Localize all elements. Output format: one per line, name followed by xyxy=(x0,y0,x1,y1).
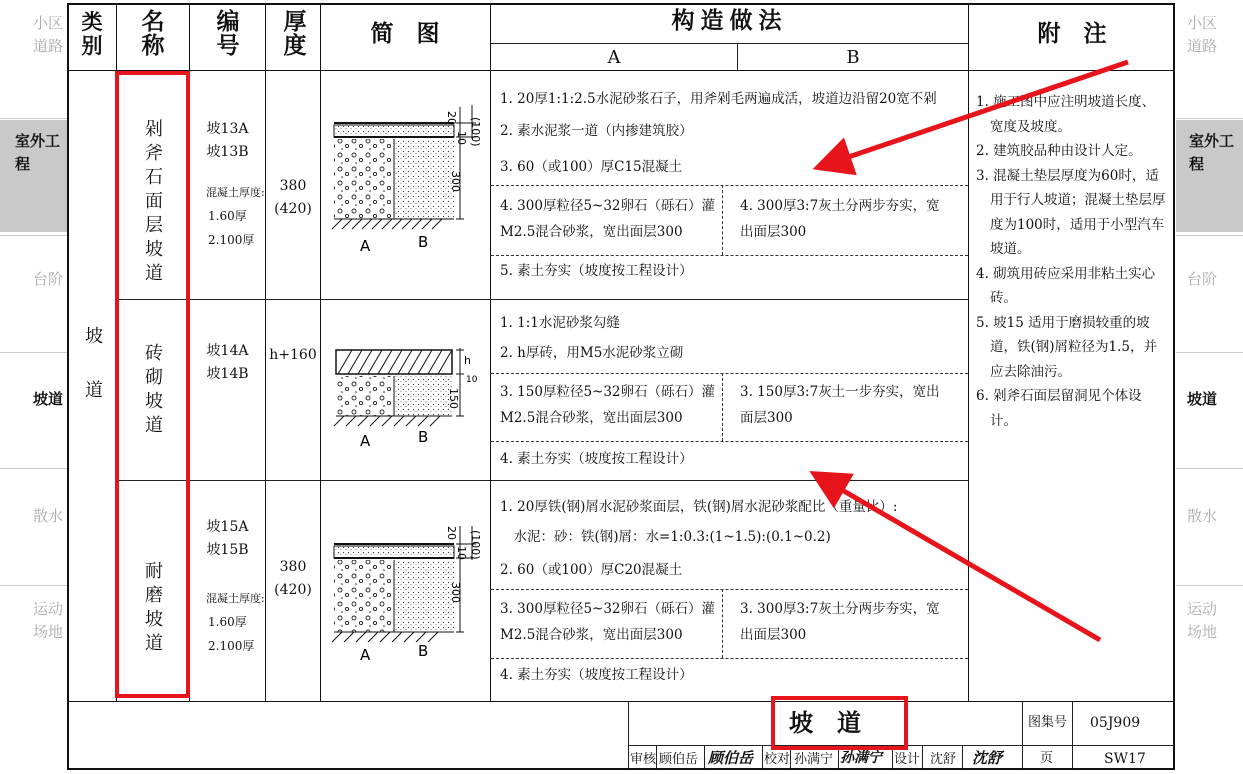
side-nav-item-current[interactable]: 坡道 xyxy=(1186,390,1217,408)
dim-label: 20 xyxy=(445,526,458,540)
dim-label: 150 xyxy=(447,388,460,409)
row3-step-b: 3. 300厚3:7灰土分两步夯实，宽 出面层300 xyxy=(740,601,940,643)
row2-thickness: h+160 xyxy=(269,347,317,363)
row2-step-bottom: 4. 素土夯实（坡度按工程设计） xyxy=(500,451,693,467)
page-label: 页 xyxy=(1040,751,1054,766)
header-method-b: B xyxy=(846,47,860,68)
note-item: 1. 施工图中应注明坡道长度、宽度及坡度。 xyxy=(976,94,1156,135)
checker: 孙满宁 xyxy=(794,752,834,767)
row2-step: 1. 1:1水泥砂浆勾缝 xyxy=(500,315,620,331)
dim-label: (100) xyxy=(469,117,482,147)
arrow-upper xyxy=(822,62,1128,166)
page-value: SW17 xyxy=(1104,751,1146,767)
row2-name: 砖砌坡道 xyxy=(145,343,163,436)
row3-step: 2. 60（或100）厚C20混凝土 xyxy=(500,562,683,578)
row3-concrete-options: 1.60厚 2.100厚 xyxy=(208,615,255,653)
label-b: B xyxy=(418,428,429,446)
dim-label: (100) xyxy=(469,530,482,560)
note-item: 2. 建筑胶品种由设计人定。 xyxy=(976,143,1142,159)
side-nav-item[interactable]: 台阶 xyxy=(1186,270,1217,288)
dim-label: 20 xyxy=(445,111,458,125)
note-item: 6. 剁斧石面层留洞见个体设计。 xyxy=(976,388,1142,429)
note-item: 4. 砌筑用砖应采用非粘土实心砖。 xyxy=(976,265,1156,306)
row1-step: 3. 60（或100）厚C15混凝土 xyxy=(500,159,683,175)
header-code: 编号 xyxy=(216,8,240,59)
header-name: 名称 xyxy=(141,8,165,59)
header-thickness: 厚度 xyxy=(283,8,307,59)
reviewer: 顾伯岳 xyxy=(659,752,699,767)
row2-step-a: 3. 150厚粒径5~32卵石（砾石）灌 M2.5混合砂浆，宽出面层300 xyxy=(500,384,716,426)
side-nav-item[interactable]: 小区道路 xyxy=(32,14,63,55)
row2-step: 2. h厚砖，用M5水泥砂浆立砌 xyxy=(500,345,684,361)
label-b: B xyxy=(418,233,429,251)
side-nav-item[interactable]: 小区道路 xyxy=(1186,14,1217,55)
note-item: 5. 坡15 适用于磨损较重的坡道，铁(钢)屑粒径为1.5，并应去除油污。 xyxy=(976,314,1158,380)
side-nav-item[interactable]: 台阶 xyxy=(32,270,63,288)
category-value: 坡 道 xyxy=(82,326,103,398)
side-nav-item-active-band[interactable]: 室外工程 xyxy=(0,120,67,232)
header-method-a: A xyxy=(607,47,621,68)
side-nav-item-active-band[interactable]: 室外工程 xyxy=(1176,120,1243,232)
dim-label: h xyxy=(464,354,471,367)
side-nav-item[interactable]: 运动场地 xyxy=(1186,600,1217,641)
header-notes: 附 注 xyxy=(1037,20,1107,47)
row3-concrete-label: 混凝土厚度: xyxy=(206,592,265,605)
side-nav-item[interactable]: 运动场地 xyxy=(32,600,63,641)
row2-codes: 坡14A 坡14B xyxy=(206,343,249,382)
row1-step: 1. 20厚1:1:2.5水泥砂浆石子，用斧剁毛两遍成活，坡道边沿留20宽不剁 xyxy=(500,91,937,107)
row1-step: 2. 素水泥浆一道（内掺建筑胶） xyxy=(500,123,693,139)
header-method: 构造做法 xyxy=(671,7,788,34)
reviewer-signature: 顾伯岳 xyxy=(708,749,754,767)
dim-label: 300 xyxy=(449,171,462,192)
label-b: B xyxy=(418,642,429,660)
label-a: A xyxy=(360,432,371,450)
row1-concrete-label: 混凝土厚度: xyxy=(206,186,265,199)
designer: 沈舒 xyxy=(930,752,957,767)
atlas-label: 图集号 xyxy=(1028,715,1068,730)
row3-name: 耐磨坡道 xyxy=(145,561,163,654)
label-a: A xyxy=(360,237,371,255)
label-a: A xyxy=(360,646,371,664)
footer-title: 坡 道 xyxy=(789,708,861,737)
row3-step-bottom: 4. 素土夯实（坡度按工程设计） xyxy=(500,667,693,683)
row3-step-a: 3. 300厚粒径5~32卵石（砾石）灌 M2.5混合砂浆，宽出面层300 xyxy=(500,601,716,643)
side-nav-item[interactable]: 散水 xyxy=(32,507,63,525)
row1-step-bottom: 5. 素土夯实（坡度按工程设计） xyxy=(500,263,693,279)
row3-step: 1. 20厚铁(钢)屑水泥砂浆面层，铁(钢)屑水泥砂浆配比（重量比）: xyxy=(500,499,898,515)
designer-signature: 沈舒 xyxy=(972,749,1003,767)
arrow-lower xyxy=(818,476,1100,640)
row1-step-a: 4. 300厚粒径5~32卵石（砾石）灌 M2.5混合砂浆，宽出面层300 xyxy=(500,198,716,240)
atlas-value: 05J909 xyxy=(1090,715,1141,731)
row3-codes: 坡15A 坡15B xyxy=(206,519,249,558)
side-nav-item[interactable]: 散水 xyxy=(1186,507,1217,525)
row1-thickness: 380 (420) xyxy=(274,178,312,217)
dim-label: 10 xyxy=(466,375,478,385)
review-label: 审核 xyxy=(630,752,657,767)
row2-step-b: 3. 150厚3:7灰土一步夯实，宽出 面层300 xyxy=(740,384,940,426)
dim-label: 10 xyxy=(455,131,468,145)
header-diagram: 简 图 xyxy=(370,20,440,47)
row1-name: 剁斧石面层坡道 xyxy=(145,119,163,284)
note-item: 3. 混凝土垫层厚度为60时，适用于行人坡道；混凝土垫层厚度为100时，适用于小型汽车坡道。 xyxy=(976,167,1166,257)
row1-step-b: 4. 300厚3:7灰土分两步夯实，宽 出面层300 xyxy=(740,198,940,240)
row1-codes: 坡13A 坡13B xyxy=(206,121,249,160)
row1-concrete-options: 1.60厚 2.100厚 xyxy=(208,209,255,247)
header-category: 类别 xyxy=(81,9,103,58)
row3-step: 水泥：砂：铁(钢)屑：水=1:0.3:(1~1.5):(0.1~0.2) xyxy=(500,529,831,545)
checker-signature: 孙满宁 xyxy=(840,750,882,766)
row3-thickness: 380 (420) xyxy=(274,559,312,598)
design-label: 设计 xyxy=(894,752,921,767)
dim-label: 10 xyxy=(455,546,468,560)
dim-label: 300 xyxy=(449,582,462,603)
side-nav-item-current[interactable]: 坡道 xyxy=(32,390,63,408)
check-label: 校对 xyxy=(764,752,791,767)
